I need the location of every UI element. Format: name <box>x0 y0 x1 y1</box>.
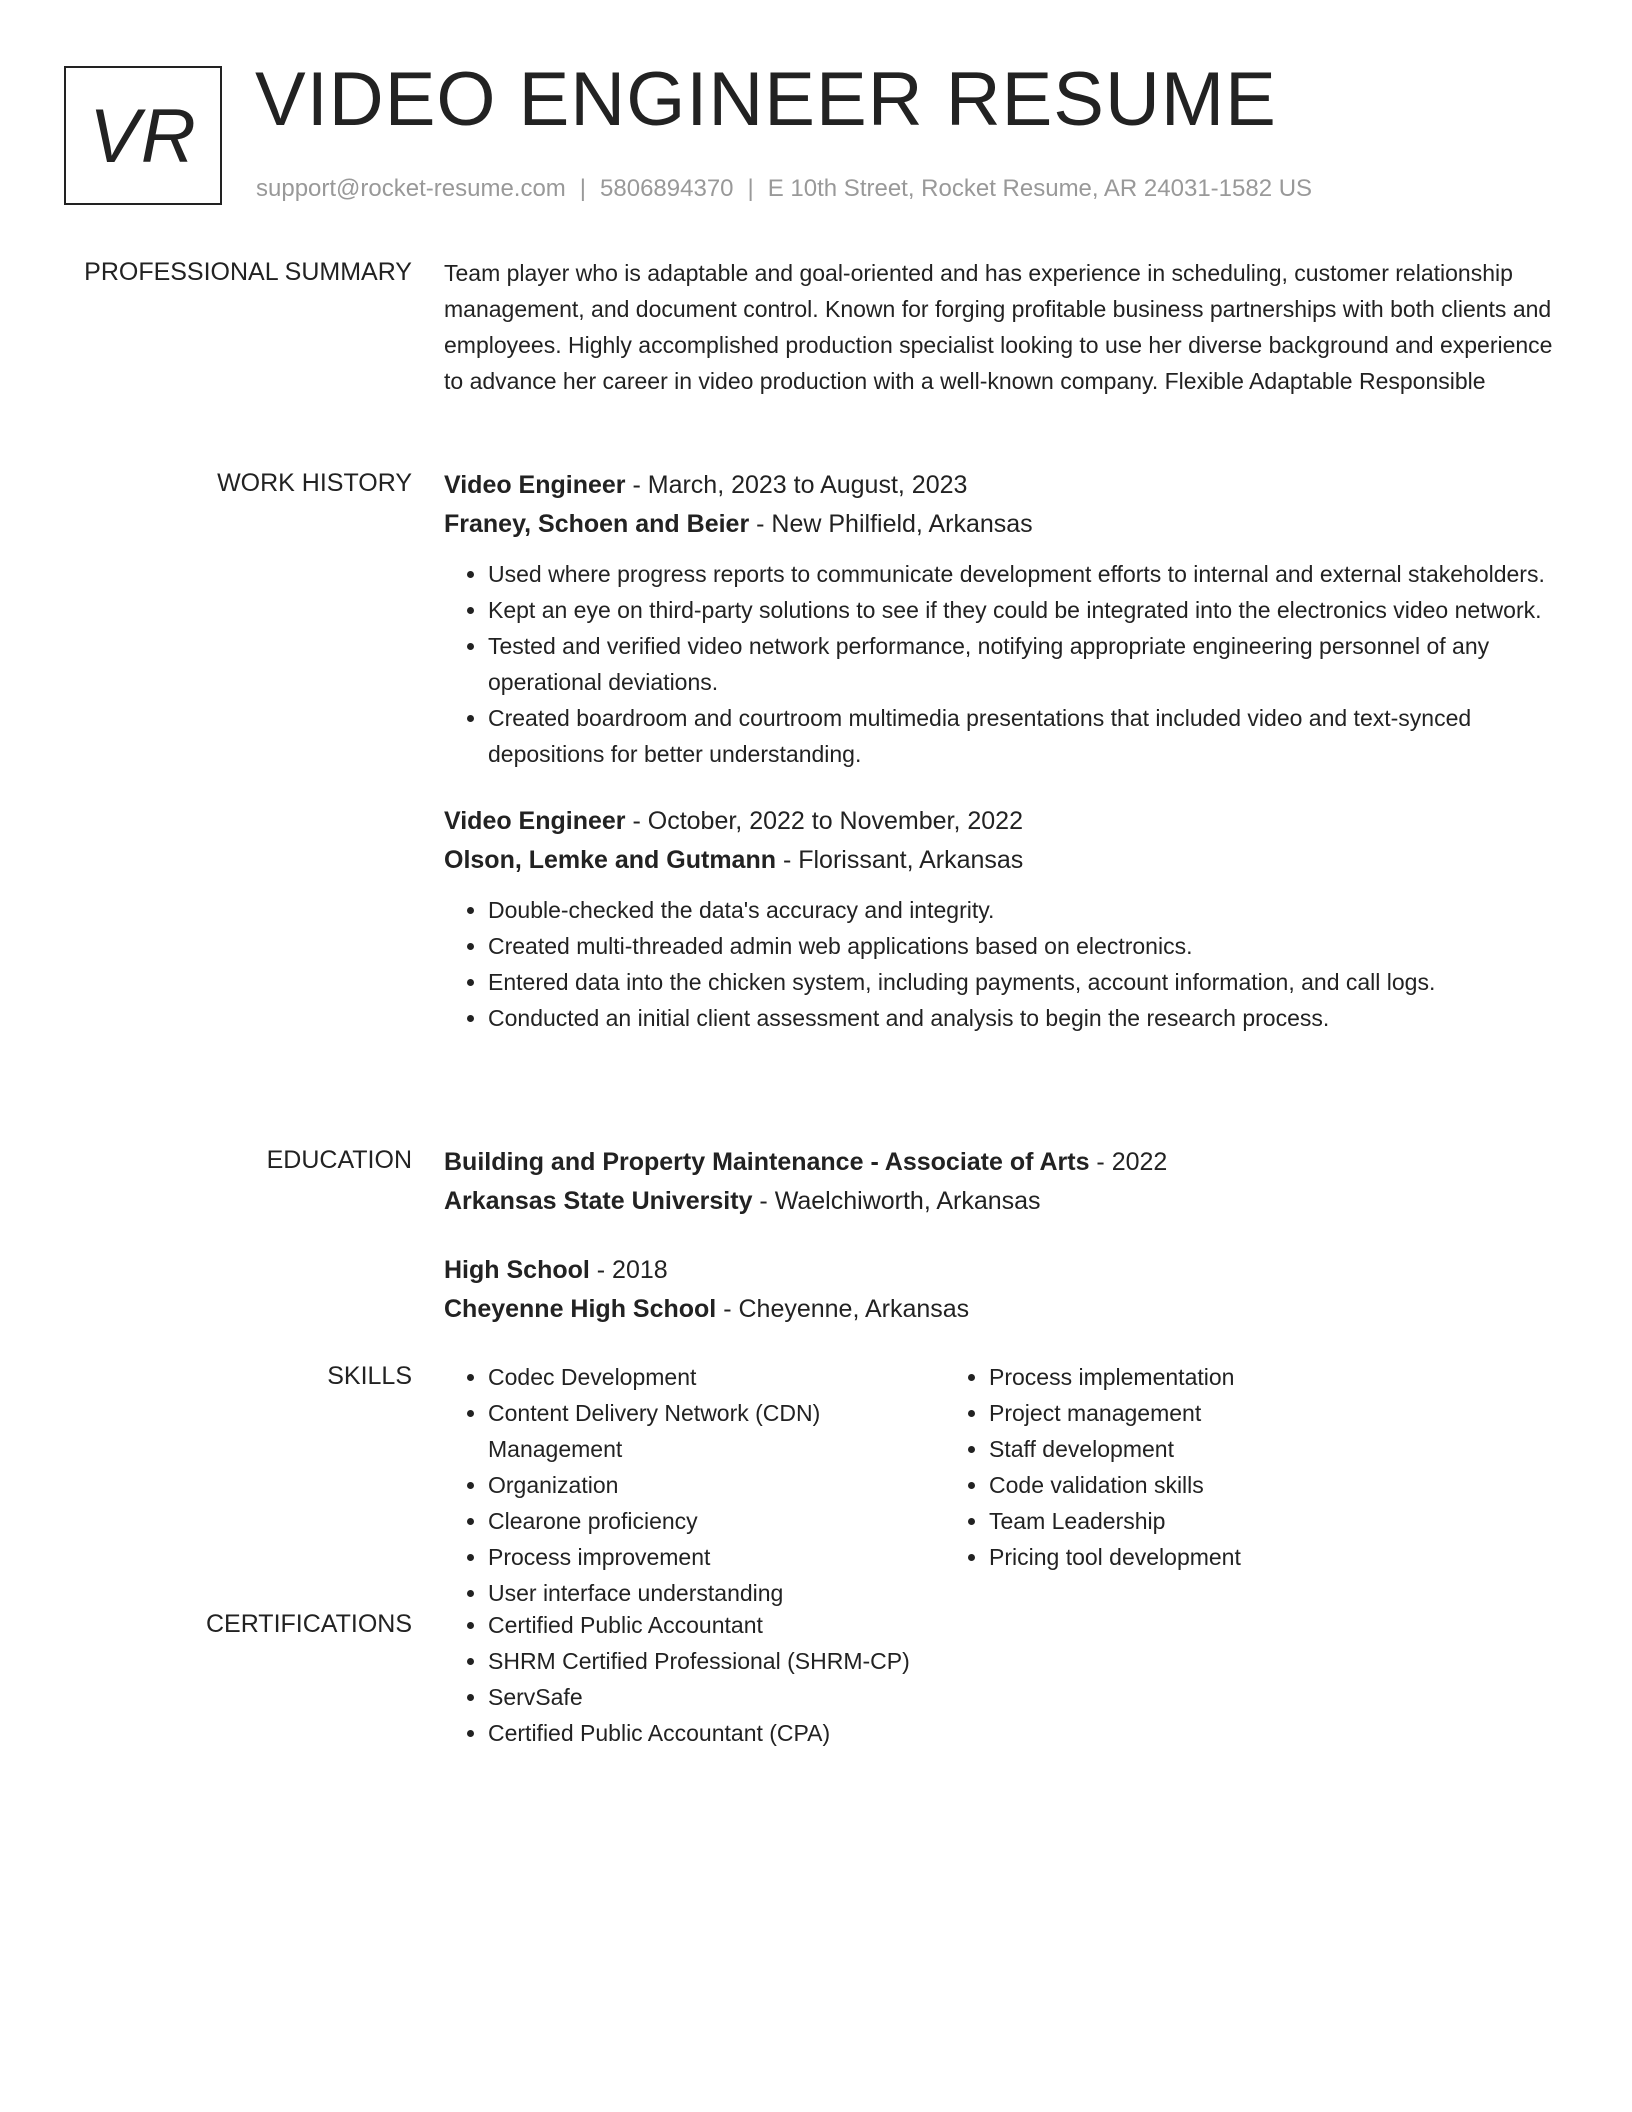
skills-column-right <box>945 1359 1241 1611</box>
job-bullet: • Used where progress reports to communicate development efforts to internal and external stakeholders. <box>488 556 1554 592</box>
work-history-body <box>444 466 1554 1036</box>
entry-spacer <box>444 1221 1554 1251</box>
contact-line <box>256 175 1312 203</box>
monogram-logo <box>64 66 222 205</box>
job-title: Video Engineer <box>444 807 626 835</box>
section-label-work-history: WORK HISTORY <box>217 469 412 497</box>
school-location: - Cheyenne, Arkansas <box>716 1295 970 1323</box>
skill-item: • Pricing tool development <box>989 1539 1241 1575</box>
skills-body <box>444 1359 1554 1611</box>
skill-item: • Clearone proficiency <box>488 1503 945 1539</box>
job-location: - Florissant, Arkansas <box>776 846 1024 874</box>
section-label-education: EDUCATION <box>266 1146 412 1174</box>
skill-item: • Team Leadership <box>989 1503 1241 1539</box>
monogram-initials: VR <box>89 93 197 179</box>
school-line <box>444 1182 1554 1221</box>
job-bullets <box>444 556 1554 772</box>
entry-spacer <box>444 772 1554 802</box>
contact-phone[interactable]: 5806894370 <box>600 175 734 202</box>
job-bullets <box>444 892 1554 1036</box>
skill-item: • User interface understanding <box>488 1575 945 1611</box>
job-bullet: • Tested and verified video network performance, notifying appropriate engineering personnel of any operational deviations. <box>488 628 1554 700</box>
contact-separator: | <box>579 175 587 202</box>
skill-item: • Content Delivery Network (CDN) Management <box>488 1395 945 1467</box>
job-company-line <box>444 841 1554 880</box>
job-entry <box>444 802 1554 1036</box>
section-label-skills: SKILLS <box>327 1362 412 1390</box>
job-bullet: • Kept an eye on third-party solutions to see if they could be integrated into the electronics video network. <box>488 592 1554 628</box>
school-location: - Waelchiworth, Arkansas <box>752 1187 1041 1215</box>
degree-line <box>444 1143 1554 1182</box>
skills-list <box>444 1359 945 1611</box>
summary-text: Team player who is adaptable and goal-oriented and has experience in scheduling, customer relationship management, and document control. Known for forging profitable business partnerships with both clients and employees. Highly accomplished production specialist looking to use her diverse background and experience to advance her career in video production with a well-known company. Flexible Adaptable Responsible <box>444 260 1553 394</box>
certifications-list <box>444 1607 1554 1751</box>
skill-item: • Organization <box>488 1467 945 1503</box>
job-company-line <box>444 505 1554 544</box>
skill-item: • Process improvement <box>488 1539 945 1575</box>
skill-item: • Staff development <box>989 1431 1241 1467</box>
job-location: - New Philfield, Arkansas <box>749 510 1033 538</box>
certification-item: • Certified Public Accountant (CPA) <box>488 1715 1554 1751</box>
degree: Building and Property Maintenance - Associate of Arts <box>444 1148 1090 1176</box>
degree: High School <box>444 1256 590 1284</box>
job-bullet: • Conducted an initial client assessment and analysis to begin the research process. <box>488 1000 1554 1036</box>
skill-item: • Code validation skills <box>989 1467 1241 1503</box>
job-title: Video Engineer <box>444 471 626 499</box>
contact-separator: | <box>747 175 754 202</box>
job-company: Franey, Schoen and Beier <box>444 510 750 538</box>
certification-item: • Certified Public Accountant <box>488 1607 1554 1643</box>
resume-title: VIDEO ENGINEER RESUME <box>255 57 1277 142</box>
school: Cheyenne High School <box>444 1295 717 1323</box>
certifications-body <box>444 1607 1554 1751</box>
skill-item: • Process implementation <box>989 1359 1241 1395</box>
job-title-line <box>444 802 1554 841</box>
education-entry <box>444 1143 1554 1221</box>
education-body <box>444 1143 1554 1329</box>
degree-year: - 2018 <box>589 1256 668 1284</box>
contact-email[interactable]: support@rocket-resume.com <box>256 175 566 202</box>
skill-item: • Project management <box>989 1395 1241 1431</box>
skills-column-left <box>444 1359 945 1611</box>
school: Arkansas State University <box>444 1187 753 1215</box>
job-title-line <box>444 466 1554 505</box>
job-dates: - October, 2022 to November, 2022 <box>625 807 1023 835</box>
school-line <box>444 1290 1554 1329</box>
degree-line <box>444 1251 1554 1290</box>
job-bullet: • Created boardroom and courtroom multimedia presentations that included video and text-synced depositions for better understanding. <box>488 700 1554 772</box>
degree-year: - 2022 <box>1089 1148 1168 1176</box>
education-entry <box>444 1251 1554 1329</box>
job-bullet: • Created multi-threaded admin web applications based on electronics. <box>488 928 1554 964</box>
job-bullet: • Double-checked the data's accuracy and integrity. <box>488 892 1554 928</box>
section-label-summary: PROFESSIONAL SUMMARY <box>84 258 412 286</box>
contact-address: E 10th Street, Rocket Resume, AR 24031-1582 US <box>767 175 1313 202</box>
job-bullet: • Entered data into the chicken system, including payments, account information, and call logs. <box>488 964 1554 1000</box>
job-dates: - March, 2023 to August, 2023 <box>625 471 968 499</box>
skill-item: • Codec Development <box>488 1359 945 1395</box>
certification-item: • SHRM Certified Professional (SHRM-CP) <box>488 1643 1554 1679</box>
job-entry <box>444 466 1554 772</box>
job-company: Olson, Lemke and Gutmann <box>444 846 776 874</box>
section-label-certifications: CERTIFICATIONS <box>205 1610 412 1638</box>
skills-list <box>945 1359 1241 1575</box>
certification-item: • ServSafe <box>488 1679 1554 1715</box>
